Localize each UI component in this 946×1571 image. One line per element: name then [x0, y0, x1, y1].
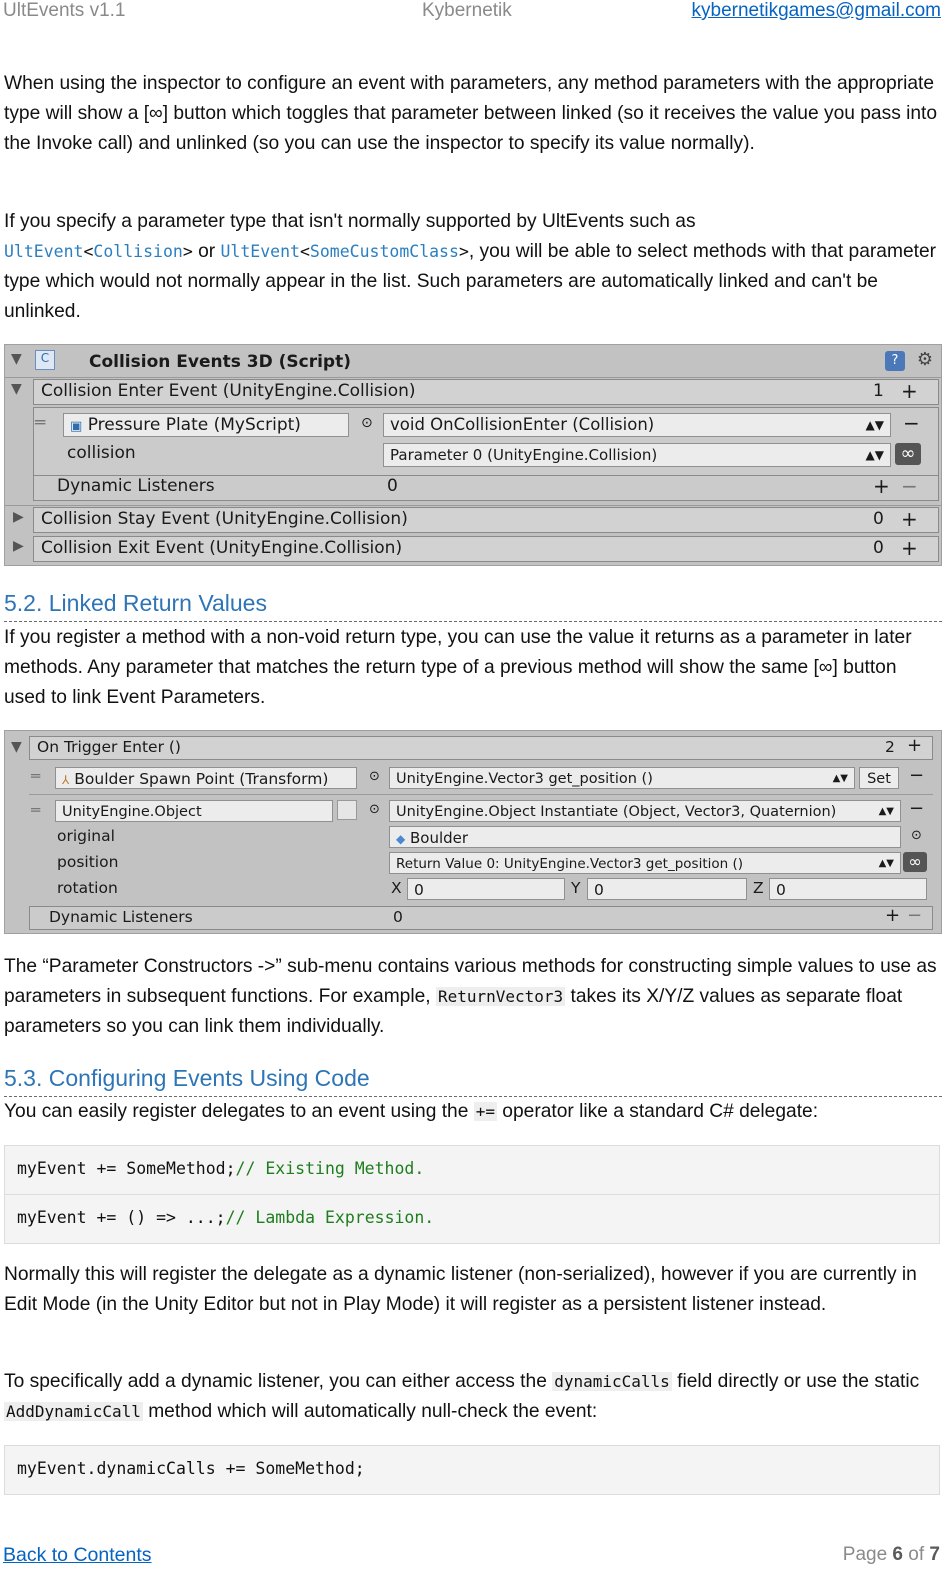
- paragraph-edit-mode: Normally this will register the delegate as a dynamic listener (non-serialized), however if you are currently in Edit Mode (in the Unity Editor but not in Play Mode) it will register as a persistent listener instead.: [4, 1264, 917, 1315]
- gear-icon[interactable]: ⚙: [916, 349, 933, 370]
- paragraph-dynamic-listener: To specifically add a dynamic listener, you can either access the dynamicCalls field directly or use the static AddDynamicCall method which will automatically null-check the event:: [4, 1371, 920, 1422]
- target-picker-icon[interactable]: ⊙: [361, 415, 373, 431]
- rotation-z-field[interactable]: 0: [769, 878, 927, 900]
- add-dynamic-button[interactable]: +: [873, 474, 890, 498]
- foldout-open-icon[interactable]: ▼: [11, 381, 22, 397]
- script-icon: C: [35, 350, 55, 370]
- remove-listener-button[interactable]: −: [903, 411, 920, 435]
- dropdown-arrow-icon: ▲▼: [865, 448, 884, 462]
- link-parameter-toggle[interactable]: ∞: [895, 443, 921, 465]
- y-label: Y: [571, 879, 581, 897]
- listener-count: 2: [885, 738, 895, 756]
- paragraph-unsupported-types: If you specify a parameter type that isn't normally supported by UltEvents such as UltEvent<Collision> or UltEvent<SomeCustomClass>, you will be able to select methods with that parameter type which would not normally appear in the list. Such parameters are automatically linked and can't be unlinked.: [4, 211, 937, 322]
- section-5-2-heading: 5.2. Linked Return Values: [4, 588, 942, 622]
- parameter-dropdown[interactable]: Parameter 0 (UnityEngine.Collision) ▲▼: [383, 443, 891, 467]
- document-icon[interactable]: [337, 800, 357, 820]
- prefab-icon: ◆: [396, 832, 406, 846]
- dropdown-arrow-icon: ▲▼: [865, 418, 884, 432]
- position-dropdown[interactable]: Return Value 0: UnityEngine.Vector3 get_position () ▲▼: [389, 852, 901, 874]
- inspector-trigger-enter: [4, 730, 942, 934]
- remove-listener-button[interactable]: −: [909, 765, 925, 786]
- z-label: Z: [753, 879, 764, 897]
- component-title: Collision Events 3D (Script): [89, 352, 351, 372]
- dropdown-arrow-icon: ▲▼: [878, 858, 894, 869]
- code-block-register: [4, 1145, 940, 1244]
- code-line: myEvent.dynamicCalls += SomeMethod;: [17, 1459, 365, 1478]
- transform-icon: ⅄: [62, 773, 70, 787]
- add-dynamic-button[interactable]: +: [885, 905, 901, 926]
- listener-count: 0: [873, 509, 884, 529]
- dynamic-listeners-label: Dynamic Listeners: [57, 476, 215, 496]
- foldout-closed-icon[interactable]: ▶: [13, 538, 24, 554]
- paragraph-linked-return: If you register a method with a non-void return type, you can use the value it returns as a parameter in later methods. Any parameter that matches the return type of a previous method will show the same [∞] button used to link Event Parameters.: [4, 627, 912, 708]
- link-parameter-toggle[interactable]: ∞: [903, 852, 927, 872]
- help-icon[interactable]: ?: [885, 351, 905, 371]
- rotation-label: rotation: [57, 879, 118, 897]
- listener-count: 1: [873, 381, 884, 401]
- remove-dynamic-button[interactable]: −: [901, 474, 918, 498]
- paragraph-parameters: When using the inspector to configure an event with parameters, any method parameters with the appropriate type will show a [∞] button which toggles that parameter between linked (so it receives the value you pass into the Invoke call) and unlinked (so you can use the inspector to specify its value normally).: [4, 73, 938, 154]
- event-name: Collision Exit Event (UnityEngine.Collision): [41, 538, 403, 558]
- rotation-y-field[interactable]: 0: [587, 878, 747, 900]
- section-5-3-heading: 5.3. Configuring Events Using Code: [4, 1063, 942, 1097]
- header-author: Kybernetik: [422, 0, 512, 21]
- method-dropdown[interactable]: UnityEngine.Object Instantiate (Object, Vector3, Quaternion) ▲▼: [389, 800, 901, 822]
- code-block-dynamic: [4, 1445, 940, 1495]
- dynamic-listeners-label: Dynamic Listeners: [49, 908, 193, 926]
- header-email-link[interactable]: kybernetikgames@gmail.com: [691, 0, 941, 21]
- target-picker-icon[interactable]: ⊙: [369, 802, 380, 817]
- object-picker-icon[interactable]: ⊙: [911, 828, 922, 843]
- dynamic-listeners-count: 0: [387, 476, 398, 496]
- script-icon: ▣: [70, 419, 83, 434]
- event-name: Collision Stay Event (UnityEngine.Collision): [41, 509, 408, 529]
- original-label: original: [57, 827, 115, 845]
- event-name: Collision Enter Event (UnityEngine.Collision): [41, 381, 416, 401]
- add-listener-button[interactable]: +: [901, 379, 918, 403]
- drag-handle-icon[interactable]: ═: [31, 767, 41, 785]
- x-label: X: [391, 879, 402, 897]
- page-indicator: Page 6 of 7: [842, 1544, 940, 1565]
- original-object-field[interactable]: ◆ Boulder: [389, 826, 901, 848]
- add-listener-button[interactable]: +: [901, 507, 918, 531]
- add-listener-button[interactable]: +: [907, 735, 923, 756]
- listener-count: 0: [873, 538, 884, 558]
- parameter-label: collision: [67, 443, 136, 463]
- remove-dynamic-button[interactable]: −: [907, 905, 923, 926]
- target-type-field[interactable]: UnityEngine.Object: [55, 800, 333, 822]
- remove-listener-button[interactable]: −: [909, 798, 925, 819]
- set-button[interactable]: Set: [859, 767, 899, 789]
- code-line: myEvent += () => ...;// Lambda Expression.: [5, 1194, 939, 1243]
- inspector-collision-events: [4, 344, 942, 566]
- code-line: myEvent += SomeMethod;// Existing Method.: [17, 1159, 425, 1178]
- foldout-closed-icon[interactable]: ▶: [13, 509, 24, 525]
- paragraph-parameter-constructors: The “Parameter Constructors ->” sub-menu contains various methods for constructing simple values to use as parameters in subsequent functions. For example, ReturnVector3 takes its X/Y/Z values as separate float parameters so you can link them individually.: [4, 956, 937, 1037]
- position-label: position: [57, 853, 119, 871]
- foldout-open-icon[interactable]: ▼: [11, 739, 22, 755]
- drag-handle-icon[interactable]: ═: [35, 413, 46, 433]
- add-listener-button[interactable]: +: [901, 536, 918, 560]
- back-to-contents-link[interactable]: Back to Contents: [3, 1544, 152, 1566]
- dynamic-listeners-count: 0: [393, 908, 403, 926]
- dropdown-arrow-icon: ▲▼: [878, 806, 894, 817]
- method-dropdown[interactable]: UnityEngine.Vector3 get_position () ▲▼: [389, 767, 855, 789]
- rotation-x-field[interactable]: 0: [407, 878, 565, 900]
- paragraph-register-delegates: You can easily register delegates to an event using the += operator like a standard C# delegate:: [4, 1101, 819, 1122]
- event-name: On Trigger Enter (): [37, 738, 181, 756]
- method-dropdown[interactable]: void OnCollisionEnter (Collision) ▲▼: [383, 413, 891, 437]
- header-doc-title: UltEvents v1.1: [3, 0, 126, 21]
- target-object-field[interactable]: ⅄ Boulder Spawn Point (Transform): [55, 767, 357, 789]
- target-picker-icon[interactable]: ⊙: [369, 769, 380, 784]
- dropdown-arrow-icon: ▲▼: [832, 773, 848, 784]
- drag-handle-icon[interactable]: ═: [31, 801, 41, 819]
- target-object-field[interactable]: ▣ Pressure Plate (MyScript): [63, 413, 349, 437]
- foldout-open-icon[interactable]: ▼: [11, 351, 22, 367]
